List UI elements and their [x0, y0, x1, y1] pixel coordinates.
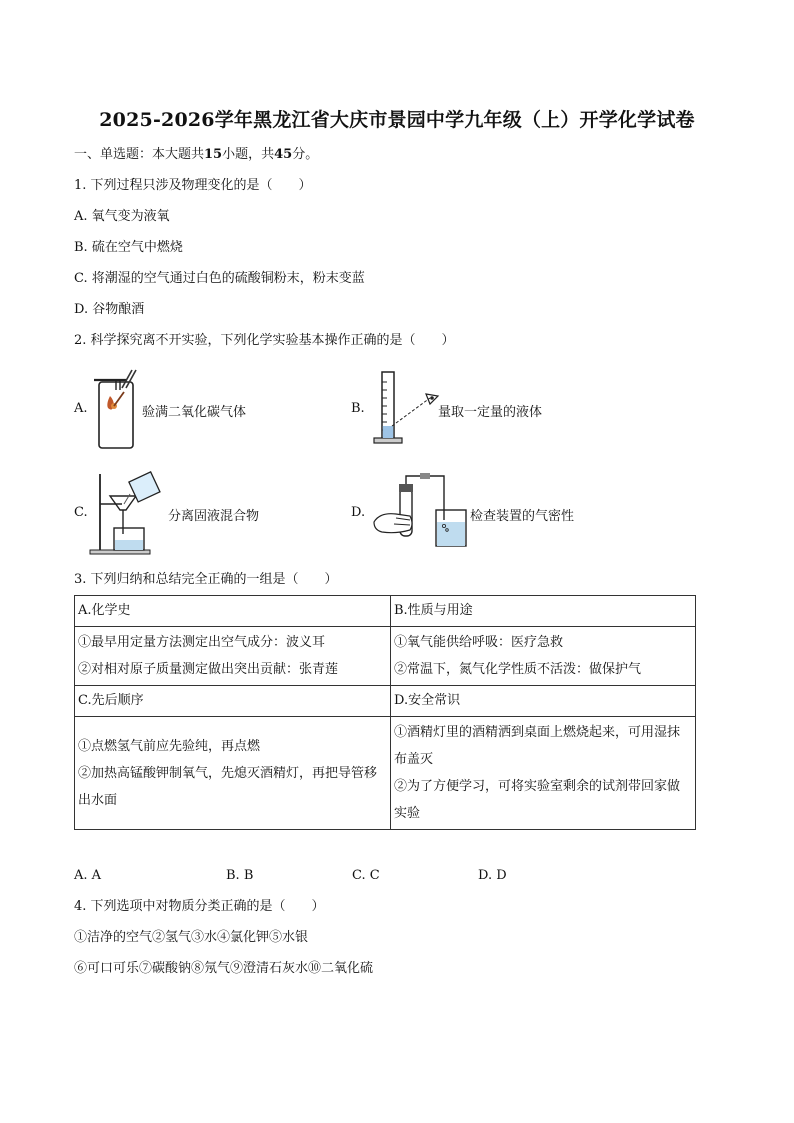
section-mid: 小题，共 [222, 147, 275, 162]
table-row [75, 686, 696, 717]
q2-option-d-label: D. [351, 505, 366, 520]
cell-line: ①点燃氢气前应先验纯，再点燃 [78, 738, 261, 754]
q1-option-a: A. 氧气变为液氧 [74, 209, 170, 224]
q2-option-a-caption: 验满二氧化碳气体 [142, 405, 247, 420]
q1-stem: 1. 下列过程只涉及物理变化的是（ ） [74, 178, 312, 193]
cell-line: ②加热高锰酸钾制氧气，先熄灭酒精灯，再把导管移出水面 [78, 765, 378, 808]
q3-answer-a: A. A [74, 868, 102, 883]
q3-stem: 3. 下列归纳和总结完全正确的一组是（ ） [74, 572, 338, 587]
cell-line: ①最早用定量方法测定出空气成分：波义耳 [78, 635, 326, 650]
table-cell-c-head: C.先后顺序 [75, 686, 391, 717]
table-cell-b-body [391, 627, 696, 686]
q4-stem: 4. 下列选项中对物质分类正确的是（ ） [74, 899, 325, 914]
table-cell-b-head: B.性质与用途 [391, 596, 696, 627]
cell-line: ②对相对原子质量测定做出突出贡献：张青莲 [78, 662, 339, 677]
cell-line: ①氧气能供给呼吸：医疗急救 [394, 635, 564, 650]
total-score: 45 [274, 147, 293, 162]
table-cell-d-head: D.安全常识 [391, 686, 696, 717]
table-cell-d-body [391, 717, 696, 830]
table-cell-a-head: A.化学史 [75, 596, 391, 627]
q2-stem: 2. 科学探究离不开实验，下列化学实验基本操作正确的是（ ） [74, 333, 455, 348]
q2-option-a-label: A. [74, 401, 88, 416]
q3-answer-b: B. B [226, 868, 254, 883]
section-prefix: 一、单选题：本大题共 [74, 147, 205, 162]
table-row [75, 717, 696, 830]
section-heading [74, 147, 318, 163]
co2-test-icon [92, 368, 142, 450]
q3-answer-c: C. C [352, 868, 380, 883]
q3-answer-d: D. D [478, 868, 507, 883]
q2-option-c-label: C. [74, 505, 88, 520]
table-row [75, 627, 696, 686]
cell-line: ②为了方便学习，可将实验室剩余的试剂带回家做实验 [394, 779, 681, 821]
cell-line: ②常温下，氮气化学性质不活泼：做保护气 [394, 662, 642, 677]
table-cell-c-body [75, 717, 391, 830]
airtightness-check-icon [370, 470, 470, 556]
q3-summary-table [74, 595, 696, 830]
filtration-icon [86, 468, 168, 556]
table-row [75, 596, 696, 627]
question-count: 15 [204, 147, 223, 162]
q1-option-b: B. 硫在空气中燃烧 [74, 240, 183, 255]
q2-option-b-label: B. [351, 401, 365, 416]
q2-option-b-caption: 量取一定量的液体 [438, 405, 543, 420]
q4-substances-line1: ①洁净的空气②氢气③水④氯化钾⑤水银 [74, 930, 309, 945]
cell-line: ①酒精灯里的酒精洒到桌面上燃烧起来，可用湿抹布盖灭 [394, 725, 681, 767]
q1-option-d: D. 谷物酿酒 [74, 302, 145, 317]
q2-option-c-caption: 分离固液混合物 [168, 509, 260, 524]
graduated-cylinder-icon [370, 370, 442, 446]
q2-option-d-caption: 检查装置的气密性 [470, 509, 575, 524]
section-suffix: 分。 [292, 147, 319, 162]
q1-option-c: C. 将潮湿的空气通过白色的硫酸铜粉末，粉末变蓝 [74, 271, 365, 286]
q4-substances-line2: ⑥可口可乐⑦碳酸钠⑧氖气⑨澄清石灰水⑩二氧化硫 [74, 961, 374, 976]
page-title: 2025-2026学年黑龙江省大庆市景园中学九年级（上）开学化学试卷 [99, 109, 695, 131]
table-cell-a-body [75, 627, 391, 686]
